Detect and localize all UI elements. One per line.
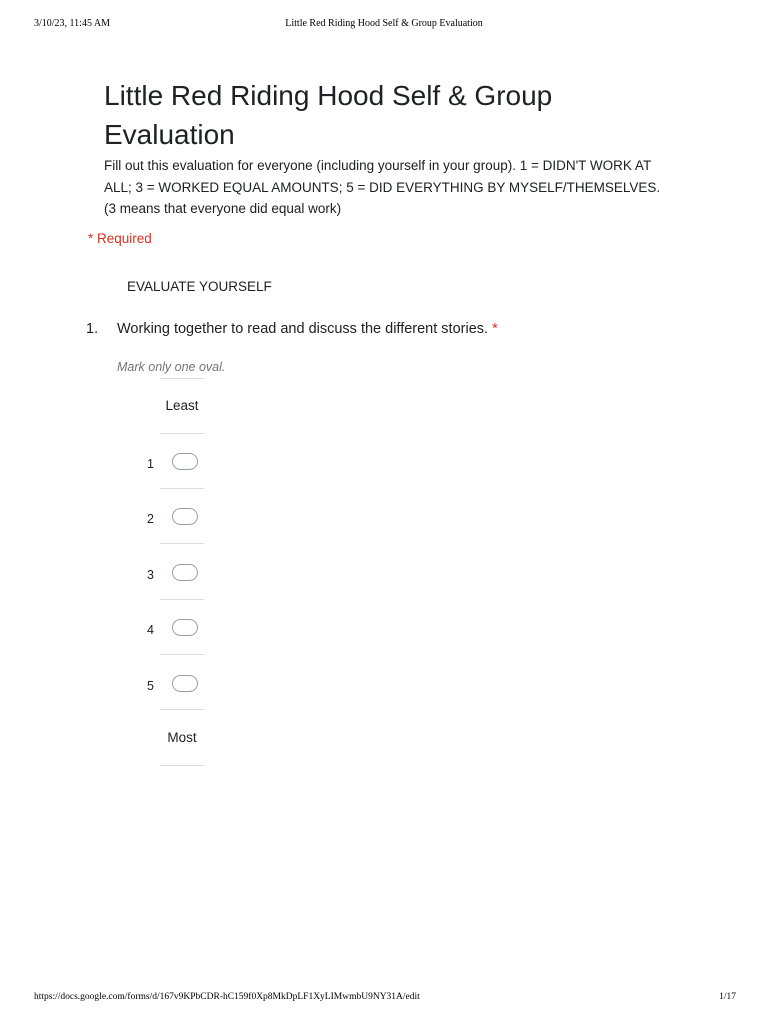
- print-url: https://docs.google.com/forms/d/167v9KPbCDR-hC159f0Xp8MkDpLF1XyLIMwmbU9NY31A/edit: [34, 992, 420, 1002]
- option-label: 4: [147, 623, 154, 637]
- form-title: Little Red Riding Hood Self & Group Evaluation: [104, 80, 553, 150]
- page-number: 1/17: [719, 992, 736, 1002]
- divider: [160, 488, 204, 489]
- form-description: Fill out this evaluation for everyone (including yourself in your group). 1 = DIDN'T WORK AT ALL; 3 = WORKED EQUAL AMOUNTS; 5 = DID EVERYTHING BY MYSELF/THEMSELVES. (3 means that everyone did equal work): [104, 158, 661, 216]
- scale-label-most: Most: [167, 730, 197, 745]
- question-hint: Mark only one oval.: [117, 360, 226, 374]
- radio-oval[interactable]: [172, 508, 198, 525]
- required-note: * Required: [88, 231, 152, 246]
- option-label: 1: [147, 457, 154, 471]
- option-label: 2: [147, 512, 154, 526]
- print-date: 3/10/23, 11:45 AM: [34, 18, 111, 29]
- divider: [160, 543, 204, 544]
- divider: [160, 433, 204, 434]
- divider: [160, 765, 204, 766]
- divider: [160, 599, 204, 600]
- divider: [160, 378, 204, 379]
- option-label: 3: [147, 568, 154, 582]
- question-title: [117, 321, 498, 337]
- divider: [160, 709, 204, 710]
- radio-oval[interactable]: [172, 619, 198, 636]
- required-star: *: [492, 321, 498, 337]
- scale-label-least: Least: [165, 398, 199, 413]
- question-number: 1.: [86, 321, 99, 337]
- question-text: Working together to read and discuss the different stories.: [117, 321, 489, 337]
- radio-oval[interactable]: [172, 453, 198, 470]
- print-footer: [34, 992, 736, 1006]
- section-title: EVALUATE YOURSELF: [127, 279, 272, 294]
- divider: [160, 654, 204, 655]
- print-document-title: Little Red Riding Hood Self & Group Evaluation: [285, 18, 483, 29]
- radio-oval[interactable]: [172, 564, 198, 581]
- option-label: 5: [147, 679, 154, 693]
- print-header: [34, 18, 734, 32]
- radio-oval[interactable]: [172, 675, 198, 692]
